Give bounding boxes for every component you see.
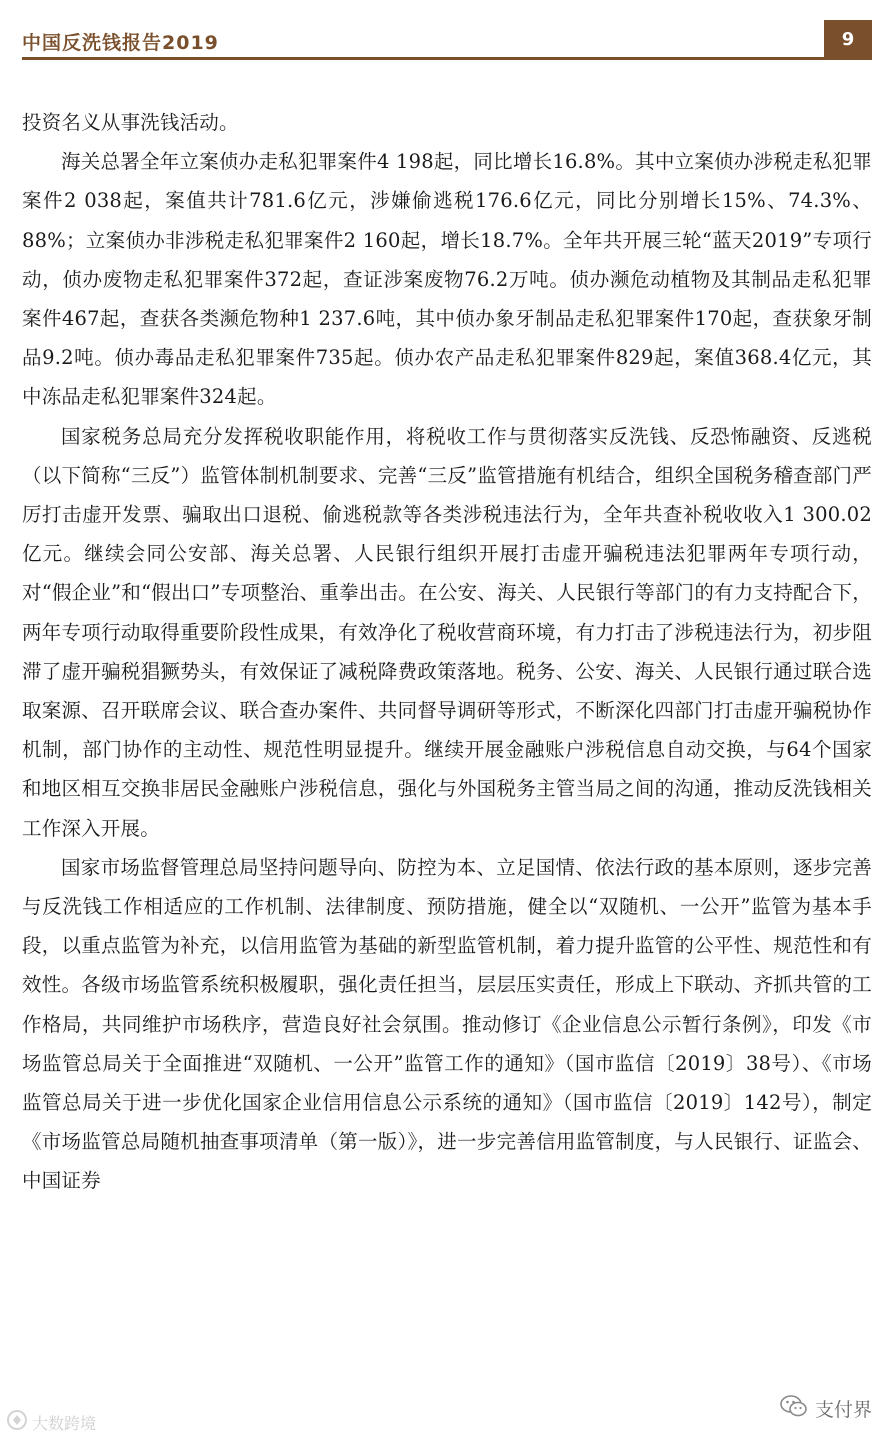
watermark-left-text: 大数跨境 <box>32 1413 97 1433</box>
watermark-left <box>6 1408 96 1436</box>
report-title: 中国反洗钱报告2019 <box>22 32 219 54</box>
watermark-right-text: 支付界 <box>814 1398 872 1421</box>
header-divider <box>22 57 872 60</box>
paragraph-taxation: 国家税务总局充分发挥税收职能作用，将税收工作与贯彻落实反洗钱、反恐怖融资、反逃税（以下简称“三反”）监管体制机制要求、完善“三反”监管措施有机结合，组织全国税务稽查部门严厉打击虚开发票、骗取出口退税、偷逃税款等各类涉税违法行为，全年共查补税收收入1 300.02亿元。继续会同公安部、海关总署、人民银行组织开展打击虚开骗税违法犯罪两年专项行动，对“假企业”和“假出口”专项整治、重拳出击。在公安、海关、人民银行等部门的有力支持配合下，两年专项行动取得重要阶段性成果，有效净化了税收营商环境，有力打击了涉税违法行为，初步阻滞了虚开骗税猖獗势头，有效保证了减税降费政策落地。税务、公安、海关、人民银行通过联合选取案源、召开联席会议、联合查办案件、共同督导调研等形式，不断深化四部门打击虚开骗税协作机制，部门协作的主动性、规范性明显提升。继续开展金融账户涉税信息自动交换，与64个国家和地区相互交换非居民金融账户涉税信息，强化与外国税务主管当局之间的沟通，推动反洗钱相关工作深入开展。 <box>22 424 872 840</box>
watermark-logo-icon <box>6 1409 28 1435</box>
wechat-icon <box>779 1393 809 1424</box>
page-header <box>22 20 872 64</box>
paragraph-customs: 海关总署全年立案侦办走私犯罪案件4 198起，同比增长16.8%。其中立案侦办涉税走私犯罪案件2 038起，案值共计781.6亿元，涉嫌偷逃税176.6亿元，同比分别增长15%、74.3%、88%；立案侦办非涉税走私犯罪案件2 160起，增长18.7%。全年共开展三轮“蓝天2019”专项行动，侦办废物走私犯罪案件372起，查证涉案废物76.2万吨。侦办濒危动植物及其制品走私犯罪案件467起，查获各类濒危物种1 237.6吨，其中侦办象牙制品走私犯罪案件170起，查获象牙制品9.2吨。侦办毒品走私犯罪案件735起。侦办农产品走私犯罪案件829起，案值368.4亿元，其中冻品走私犯罪案件324起。 <box>22 150 873 409</box>
body-text <box>22 103 872 1201</box>
page-number: 9 <box>824 20 872 60</box>
watermark-right <box>779 1392 872 1424</box>
paragraph-market-regulation: 国家市场监督管理总局坚持问题导向、防控为本、立足国情、依法行政的基本原则，逐步完善与反洗钱工作相适应的工作机制、法律制度、预防措施，健全以“双随机、一公开”监管为基本手段，以重点监管为补充，以信用监管为基础的新型监管机制，着力提升监管的公平性、规范性和有效性。各级市场监管系统积极履职，强化责任担当，层层压实责任，形成上下联动、齐抓共管的工作格局，共同维护市场秩序，营造良好社会氛围。推动修订《企业信息公示暂行条例》，印发《市场监管总局关于全面推进“双随机、一公开”监管工作的通知》（国市监信〔2019〕38号）、《市场监管总局关于进一步优化国家企业信用信息公示系统的通知》（国市监信〔2019〕142号），制定《市场监管总局随机抽查事项清单（第一版）》，进一步完善信用监管制度，与人民银行、证监会、中国证券 <box>22 855 872 1193</box>
paragraph-continuation: 投资名义从事洗钱活动。 <box>22 111 239 134</box>
